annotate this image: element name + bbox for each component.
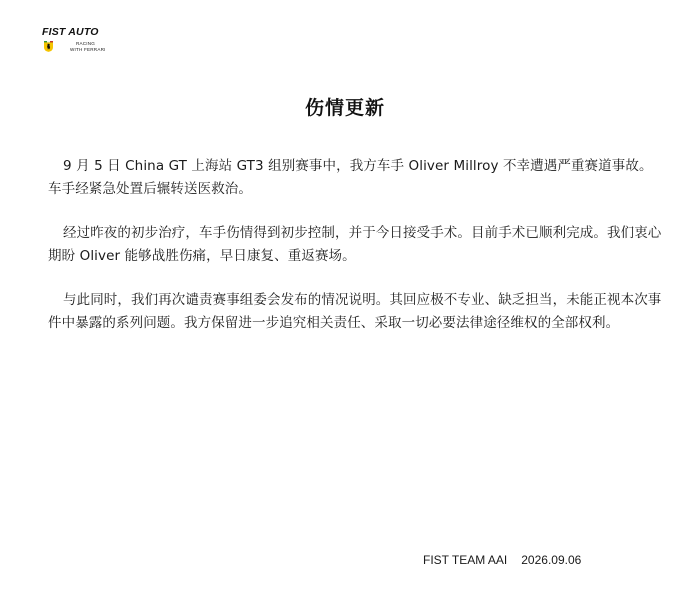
logo-wordmark: FIST AUTO [42, 26, 99, 38]
logo-subtitle-line1: RACING [76, 41, 96, 46]
paragraph-condemnation: 与此同时，我们再次谴责赛事组委会发布的情况说明。其回应极不专业、缺乏担当，未能正视本次事件中暴露的系列问题。我方保留进一步追究相关责任、采取一切必要法律途径维权的全部权利。 [48, 292, 662, 331]
signature-line [423, 553, 581, 567]
page-title: 伤情更新 [304, 97, 385, 119]
paragraph-accident: 9 月 5 日 China GT 上海站 GT3 组别赛事中，我方车手 Oliver Millroy 不幸遭遇严重赛道事故。车手经紧急处置后辗转送医救治。 [48, 158, 653, 197]
paragraph-treatment: 经过昨夜的初步治疗，车手伤情得到初步控制，并于今日接受手术。目前手术已顺利完成。我们衷心期盼 Oliver 能够战胜伤痛，早日康复、重返赛场。 [48, 225, 662, 264]
logo-subtitle [70, 41, 106, 53]
statement-date: 2026.09.06 [521, 553, 582, 567]
team-signature: FIST TEAM AAI [423, 553, 508, 567]
logo-subtitle-line2: WITH FERRARI [70, 47, 106, 52]
statement-body [48, 155, 664, 356]
prancing-horse-shield-icon [44, 41, 53, 52]
brand-logo [42, 26, 122, 60]
